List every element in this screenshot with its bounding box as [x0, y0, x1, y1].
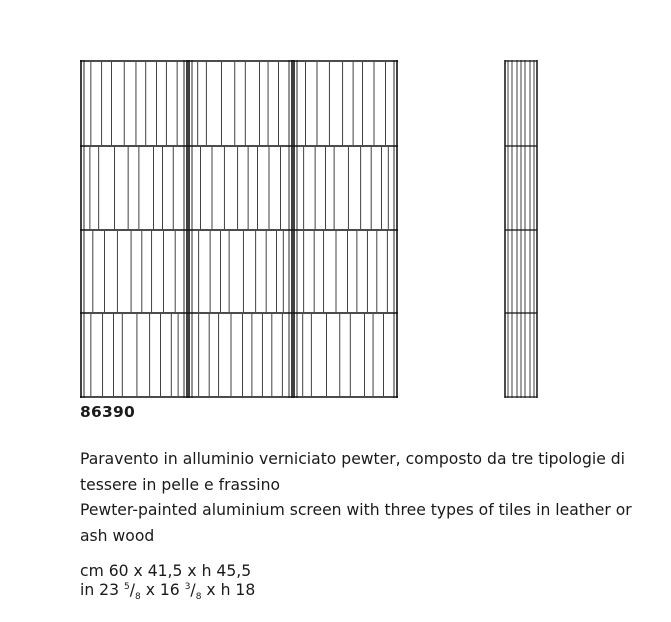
dimensions-cm: cm 60 x 41,5 x h 45,5	[80, 562, 252, 580]
dimensions-in	[80, 581, 256, 603]
front-view-drawing	[78, 60, 400, 398]
dimensions-in-prefix: in 23	[80, 581, 120, 599]
product-description	[80, 447, 660, 549]
description-english: Pewter-painted aluminium screen with three types of tiles in leather or ash wood	[80, 501, 632, 545]
side-view-drawing	[503, 60, 539, 398]
dimensions-in-suffix: x h 18	[206, 581, 256, 599]
fraction-five-eighths: $^5/_8$	[123, 581, 141, 603]
dimensions-in-mid: x 16	[145, 581, 180, 599]
description-italian: Paravento in alluminio verniciato pewter, composto da tre tipologie di tessere in pelle e frassino	[80, 450, 625, 494]
product-code: 86390	[80, 403, 135, 421]
product-dimensions	[80, 562, 256, 603]
fraction-three-eighths: $^3/_8$	[184, 581, 202, 603]
